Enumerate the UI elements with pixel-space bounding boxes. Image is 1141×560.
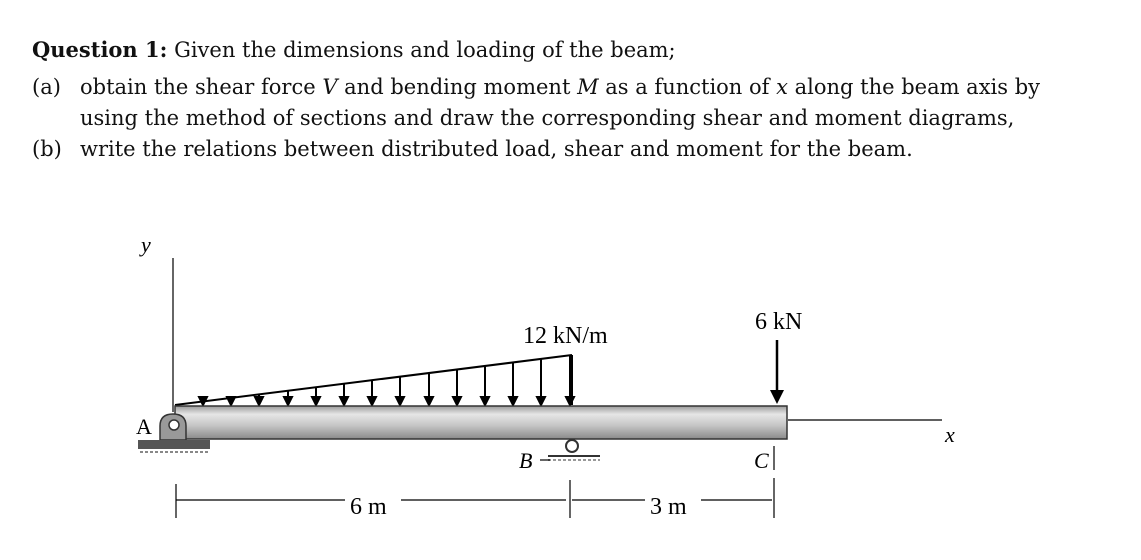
part-a-text-2: and bending moment bbox=[337, 75, 578, 99]
support-a-label: A bbox=[136, 414, 152, 439]
load-arrow-head bbox=[509, 397, 517, 405]
var-m: M bbox=[577, 75, 599, 99]
load-arrow-head bbox=[425, 397, 433, 405]
load-arrow-head bbox=[453, 397, 461, 405]
load-arrow-head bbox=[368, 397, 376, 405]
load-arrow-head bbox=[199, 397, 207, 405]
part-b-text: write the relations between distributed load, shear and moment for the beam. bbox=[80, 137, 913, 161]
distributed-load bbox=[175, 355, 574, 405]
part-a-text-4: along the beam axis by bbox=[787, 75, 1041, 99]
question-number: Question 1: bbox=[32, 37, 168, 62]
distributed-load-label: 12 kN/m bbox=[523, 323, 608, 349]
y-axis-label: y bbox=[141, 232, 151, 257]
roller-support-b bbox=[548, 440, 600, 460]
part-a-line-2: using the method of sections and draw the corresponding shear and moment diagrams, bbox=[80, 106, 1015, 130]
beam bbox=[175, 406, 787, 439]
load-arrow-head bbox=[255, 397, 263, 405]
part-a-text-3: as a function of bbox=[598, 75, 777, 99]
point-load-label: 6 kN bbox=[755, 309, 803, 335]
dim-ab-label: 6 m bbox=[350, 494, 387, 520]
point-c-label: C bbox=[754, 448, 769, 473]
load-arrow-head bbox=[481, 397, 489, 405]
part-a-text-1: obtain the shear force bbox=[80, 75, 323, 99]
load-arrow-head bbox=[537, 397, 545, 405]
load-arrow-head bbox=[284, 397, 292, 405]
point-load-arrow bbox=[770, 340, 784, 404]
load-arrow-head bbox=[340, 397, 348, 405]
x-axis-label: x bbox=[945, 422, 955, 447]
question-intro: Given the dimensions and loading of the beam; bbox=[174, 38, 676, 62]
load-arrow-head bbox=[312, 397, 320, 405]
support-b-label: B bbox=[519, 448, 533, 473]
load-arrow-head bbox=[227, 397, 235, 405]
dim-bc-label: 3 m bbox=[650, 494, 687, 520]
part-a-label: (a) bbox=[32, 75, 61, 99]
part-b-label: (b) bbox=[32, 137, 62, 161]
var-v: V bbox=[322, 75, 338, 99]
var-x: x bbox=[776, 75, 788, 99]
load-arrow-head bbox=[396, 397, 404, 405]
